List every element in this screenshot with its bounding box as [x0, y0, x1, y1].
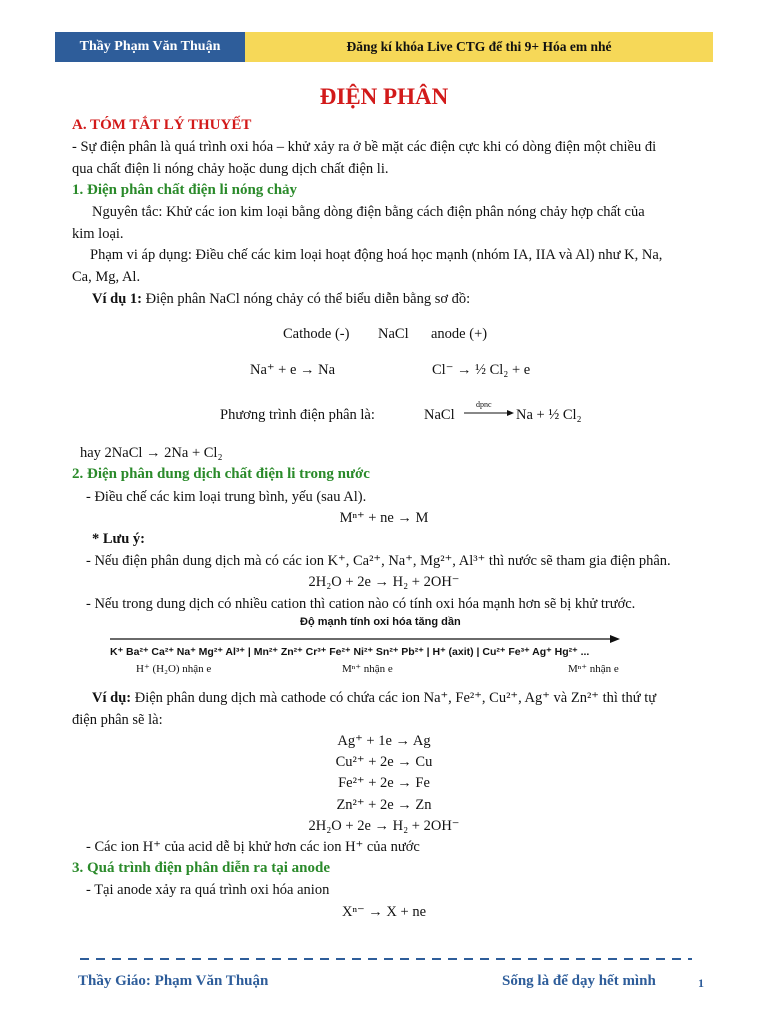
equation: Fe²⁺ + 2e → Fe	[338, 775, 430, 791]
note-label: * Lưu ý:	[92, 531, 146, 547]
page-number: 1	[698, 976, 704, 990]
example-label: Ví dụ 1:	[92, 291, 142, 307]
example-text: Điện phân dung dịch mà cathode có chứa các ion Na⁺, Fe²⁺, Cu²⁺, Ag⁺ và Zn²⁺ thì thứ tự	[131, 690, 657, 706]
equation: 2H₂O + 2e → H₂ + 2OH⁻	[308, 574, 460, 590]
nacl-label: NaCl	[378, 326, 409, 342]
anode-equation: Cl⁻ → ½ Cl₂ + e	[432, 362, 531, 378]
paragraph-line: - Nếu điện phân dung dịch mà có các ion K⁺, Ca²⁺, Na⁺, Mg²⁺, Al³⁺ thì nước sẽ tham gia điện phân.	[86, 553, 671, 569]
section-3-heading: 3. Quá trình điện phân diễn ra tại anode	[72, 860, 330, 876]
paragraph-line: Ca, Mg, Al.	[72, 269, 141, 285]
series-gain-water: H⁺ (H₂O) nhận e	[136, 663, 212, 675]
cathode-label: Cathode (-)	[283, 326, 350, 342]
section-1-heading: 1. Điện phân chất điện li nóng chảy	[72, 182, 298, 198]
equation-label: Phương trình điện phân là:	[220, 407, 375, 423]
page-title: ĐIỆN PHÂN	[319, 84, 449, 109]
series-arrow-icon	[110, 634, 620, 644]
example-label: Ví dụ:	[92, 690, 132, 706]
paragraph-line: kim loại.	[72, 226, 124, 242]
equation: 2H₂O + 2e → H₂ + 2OH⁻	[308, 818, 460, 834]
equation-condition: dpnc	[476, 400, 492, 409]
series-ions: K⁺ Ba²⁺ Ca²⁺ Na⁺ Mg²⁺ Al³⁺ | Mn²⁺ Zn²⁺ Cr³⁺ Fe²⁺ Ni²⁺ Sn²⁺ Pb²⁺ | H⁺ (axit) | Cu²⁺ Fe³⁺ Ag⁺ Hg²⁺ ...	[110, 646, 590, 658]
series-gain-metal: Mⁿ⁺ nhận e	[568, 663, 619, 675]
paragraph-line: - Điều chế các kim loại trung bình, yếu (sau Al).	[86, 489, 367, 505]
paragraph-line: điện phân sẽ là:	[72, 712, 163, 728]
equation: Ag⁺ + 1e → Ag	[337, 733, 431, 749]
reaction-arrow-icon	[464, 408, 514, 418]
paragraph-line: - Sự điện phân là quá trình oxi hóa – khử xảy ra ở bề mặt các điện cực khi có dòng điện một chiều đi	[72, 139, 657, 155]
paragraph-line: - Tại anode xảy ra quá trình oxi hóa anion	[86, 882, 330, 898]
footer-motto: Sống là để dạy hết mình	[502, 973, 656, 989]
equation: Xⁿ⁻ → X + ne	[341, 904, 427, 920]
equation: Cu²⁺ + 2e → Cu	[335, 754, 433, 770]
paragraph-line: Phạm vi áp dụng: Điều chế các kim loại hoạt động hoá học mạnh (nhóm IA, IIA và Al) như K, Na,	[90, 247, 663, 263]
oxidation-series-figure	[110, 616, 690, 675]
footer-teacher: Thầy Giáo: Phạm Văn Thuận	[78, 973, 269, 989]
cathode-equation: Na⁺ + e → Na	[250, 362, 336, 378]
paragraph-line: qua chất điện li nóng chảy hoặc dung dịch chất điện li.	[72, 161, 389, 177]
equation: Zn²⁺ + 2e → Zn	[336, 797, 432, 813]
paragraph-line: - Các ion H⁺ của acid dễ bị khử hơn các ion H⁺ của nước	[86, 839, 420, 855]
equation-left: NaCl	[424, 407, 455, 423]
paragraph-line: - Nếu trong dung dịch có nhiều cation thì cation nào có tính oxi hóa mạnh hơn sẽ bị khử trước.	[86, 596, 636, 612]
anode-label: anode (+)	[431, 326, 488, 342]
section-2-heading: 2. Điện phân dung dịch chất điện li trong nước	[72, 466, 370, 482]
series-gain-metal: Mⁿ⁺ nhận e	[342, 663, 393, 675]
paragraph-line: Nguyên tắc: Khử các ion kim loại bằng dòng điện bằng cách điện phân nóng chảy hợp chất của	[92, 204, 645, 220]
header-author: Thầy Phạm Văn Thuận	[55, 32, 245, 62]
series-label: Độ mạnh tính oxi hóa tăng dần	[300, 616, 461, 628]
overall-equation: hay 2NaCl → 2Na + Cl₂	[80, 445, 223, 461]
example-2	[92, 689, 656, 707]
header-promo: Đăng kí khóa Live CTG để thi 9+ Hóa em nhé	[245, 32, 713, 62]
equation-right: Na + ½ Cl₂	[516, 407, 582, 423]
example-text: Điện phân NaCl nóng chảy có thể biểu diễn bằng sơ đồ:	[141, 291, 471, 307]
equation: Mⁿ⁺ + ne → M	[339, 510, 429, 526]
section-a-heading: A. TÓM TẮT LÝ THUYẾT	[72, 117, 252, 133]
example-1	[92, 290, 470, 308]
footer-divider	[80, 958, 692, 960]
page-header	[55, 32, 713, 62]
